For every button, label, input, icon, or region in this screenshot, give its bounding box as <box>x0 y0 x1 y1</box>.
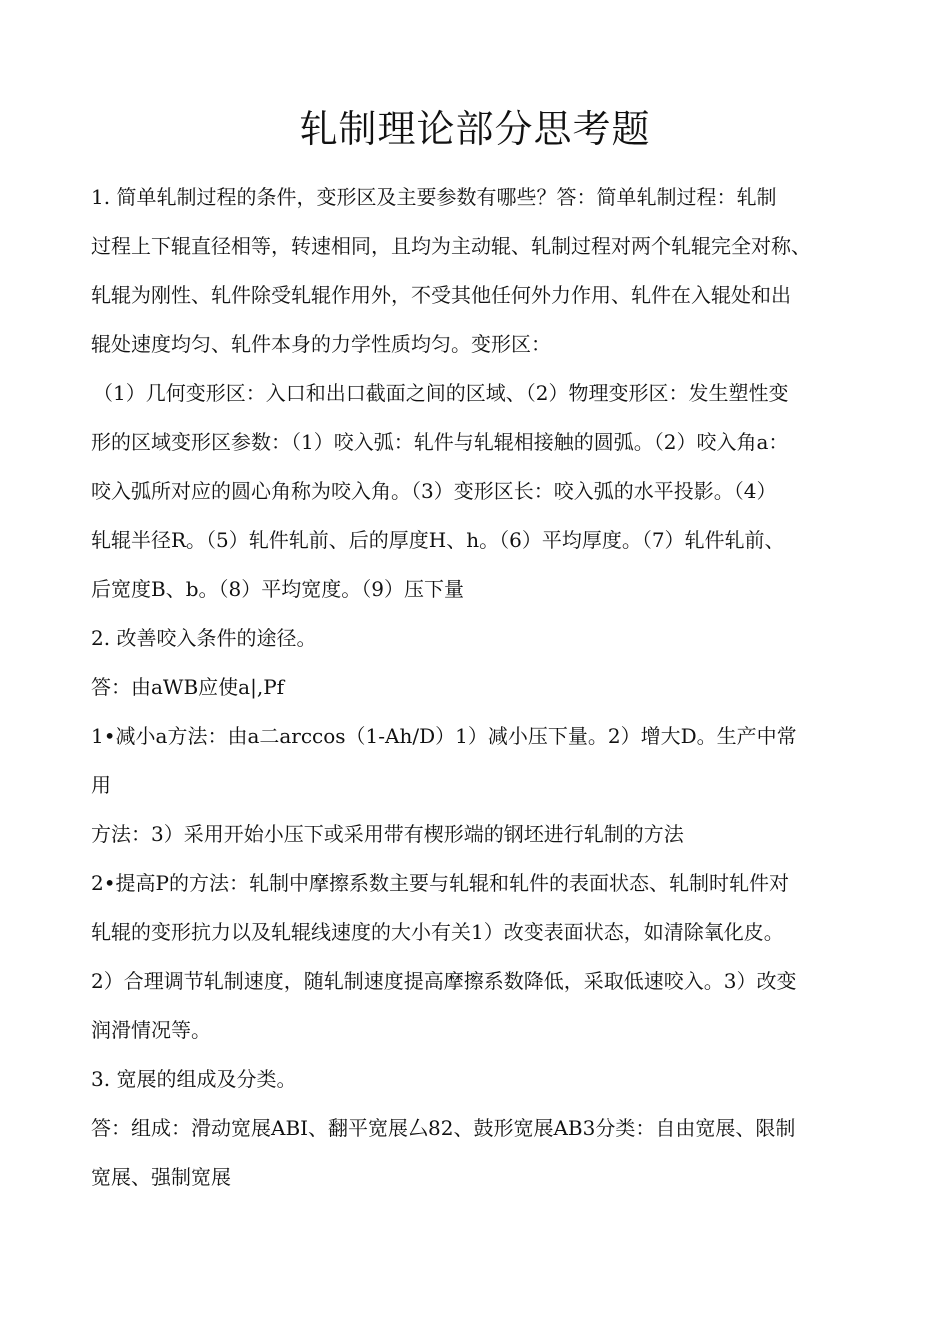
text-line: 过程上下辊直径相等，转速相同，且均为主动辊、轧制过程对两个轧辊完全对称、 <box>91 234 811 258</box>
text-line: 2）合理调节轧制速度，随轧制速度提高摩擦系数降低，采取低速咬入。3）改变 <box>91 969 797 993</box>
text-line: 宽展、强制宽展 <box>91 1165 231 1189</box>
text-line: 轧辊半径R。（5）轧件轧前、后的厚度H、h。（6）平均厚度。（7）轧件轧前、 <box>91 528 785 552</box>
text-line: 1. 简单轧制过程的条件，变形区及主要参数有哪些？答：简单轧制过程：轧制 <box>91 185 777 209</box>
text-line: 2•提高P的方法：轧制中摩擦系数主要与轧辊和轧件的表面状态、轧制时轧件对 <box>91 871 789 895</box>
text-line: 用 <box>91 773 111 797</box>
section-heading: 3. 宽展的组成及分类。 <box>91 1067 297 1091</box>
text-line: 辊处速度均匀、轧件本身的力学性质均匀。变形区： <box>91 332 551 356</box>
text-line: 答：组成：滑动宽展ABI、翻平宽展厶82、鼓形宽展AB3分类：自由宽展、限制 <box>91 1116 796 1140</box>
page-title: 轧制理论部分思考题 <box>299 107 651 151</box>
text-line: 1•减小a方法：由a二arccos（1-Ah/D）1）减小压下量。2）增大D。生产中常 <box>91 724 797 748</box>
text-line: 润滑情况等。 <box>91 1018 211 1042</box>
text-line: 咬入弧所对应的圆心角称为咬入角。（3）变形区长：咬入弧的水平投影。（4） <box>91 479 777 503</box>
text-line: 形的区域变形区参数：（1）咬入弧：轧件与轧辊相接触的圆弧。（2）咬入角a： <box>91 430 789 454</box>
text-line: 轧辊为刚性、轧件除受轧辊作用外，不受其他任何外力作用、轧件在入辊处和出 <box>91 283 791 307</box>
text-line: 轧辊的变形抗力以及轧辊线速度的大小有关1）改变表面状态，如清除氧化皮。 <box>91 920 784 944</box>
text-line: （1）几何变形区：入口和出口截面之间的区域、（2）物理变形区：发生塑性变 <box>93 381 789 405</box>
text-line: 方法：3）采用开始小压下或采用带有楔形端的钢坯进行轧制的方法 <box>91 822 684 846</box>
text-line: 答：由aWB应使a|,Pf <box>91 675 285 699</box>
text-line: 后宽度B、b。（8）平均宽度。（9）压下量 <box>91 577 464 601</box>
section-heading: 2. 改善咬入条件的途径。 <box>91 626 317 650</box>
